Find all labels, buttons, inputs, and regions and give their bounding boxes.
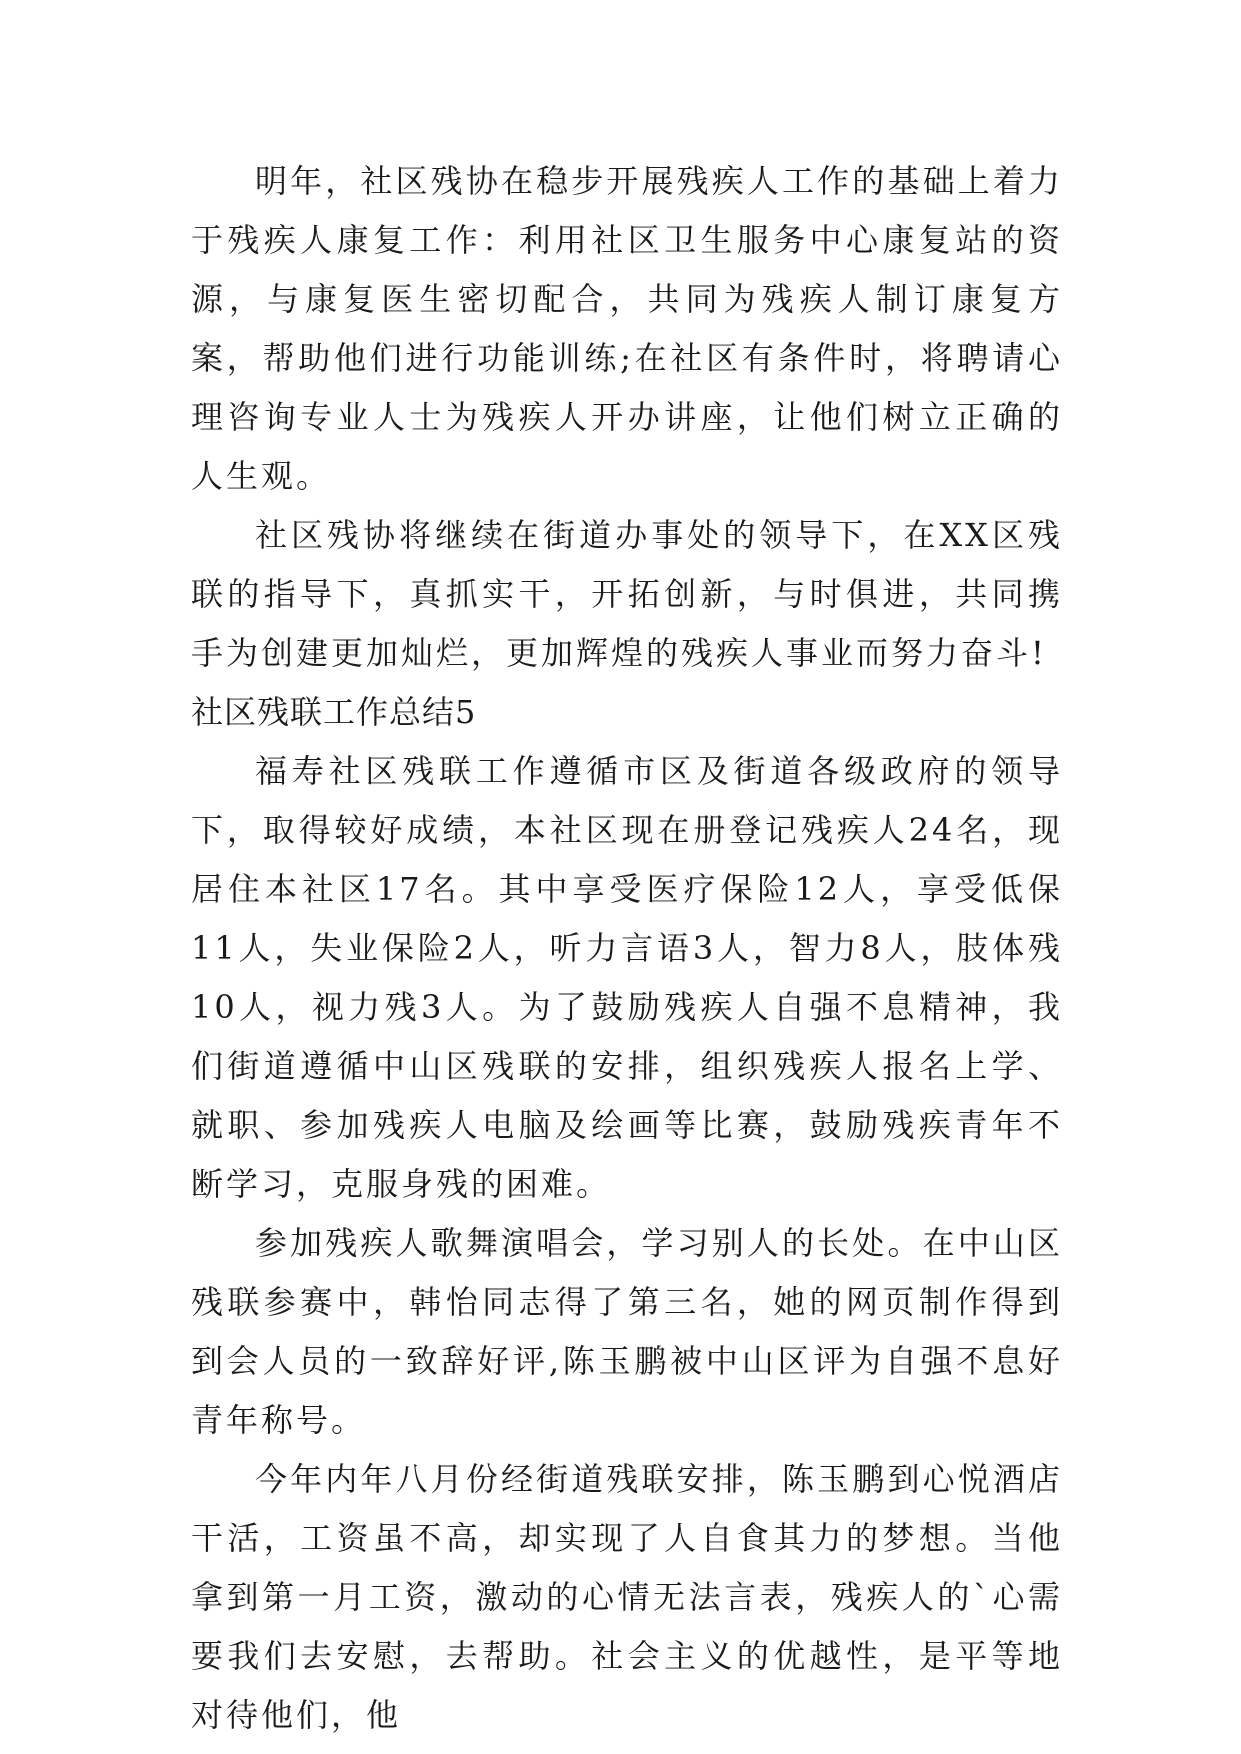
document-body (191, 152, 1063, 1745)
paragraph-continue-effort: 社区残协将继续在街道办事处的领导下，在XX区残联的指导下，真抓实干，开拓创新，与时俱进，共同携手为创建更加灿烂，更加辉煌的残疾人事业而努力奋斗! (191, 516, 1063, 672)
paragraph-employment: 今年内年八月份经街道残联安排，陈玉鹏到心悦酒店干活，工资虽不高，却实现了人自食其力的梦想。当他拿到第一月工资，激动的心情无法言表，残疾人的`心需要我们去安慰，去帮助。社会主义的优越性，是平等地对待他们，他 (191, 1460, 1063, 1734)
section-title: 社区残联工作总结5 (191, 693, 477, 731)
paragraph-performance: 参加残疾人歌舞演唱会，学习别人的长处。在中山区残联参赛中，韩怡同志得了第三名，她的网页制作得到到会人员的一致辞好评,陈玉鹏被中山区评为自强不息好青年称号。 (191, 1224, 1063, 1439)
paragraph-next-year-plan: 明年，社区残协在稳步开展残疾人工作的基础上着力于残疾人康复工作：利用社区卫生服务中心康复站的资源，与康复医生密切配合，共同为残疾人制订康复方案，帮助他们进行功能训练;在社区有条件时，将聘请心理咨询专业人士为残疾人开办讲座，让他们树立正确的人生观。 (191, 162, 1063, 495)
paragraph-fushou-overview: 福寿社区残联工作遵循市区及街道各级政府的领导下，取得较好成绩，本社区现在册登记残疾人24名，现居住本社区17名。其中享受医疗保险12人，享受低保11人，失业保险2人，听力言语3人，智力8人，肢体残10人，视力残3人。为了鼓励残疾人自强不息精神，我们街道遵循中山区残联的安排，组织残疾人报名上学、就职、参加残疾人电脑及绘画等比赛，鼓励残疾青年不断学习，克服身残的困难。 (191, 752, 1063, 1203)
